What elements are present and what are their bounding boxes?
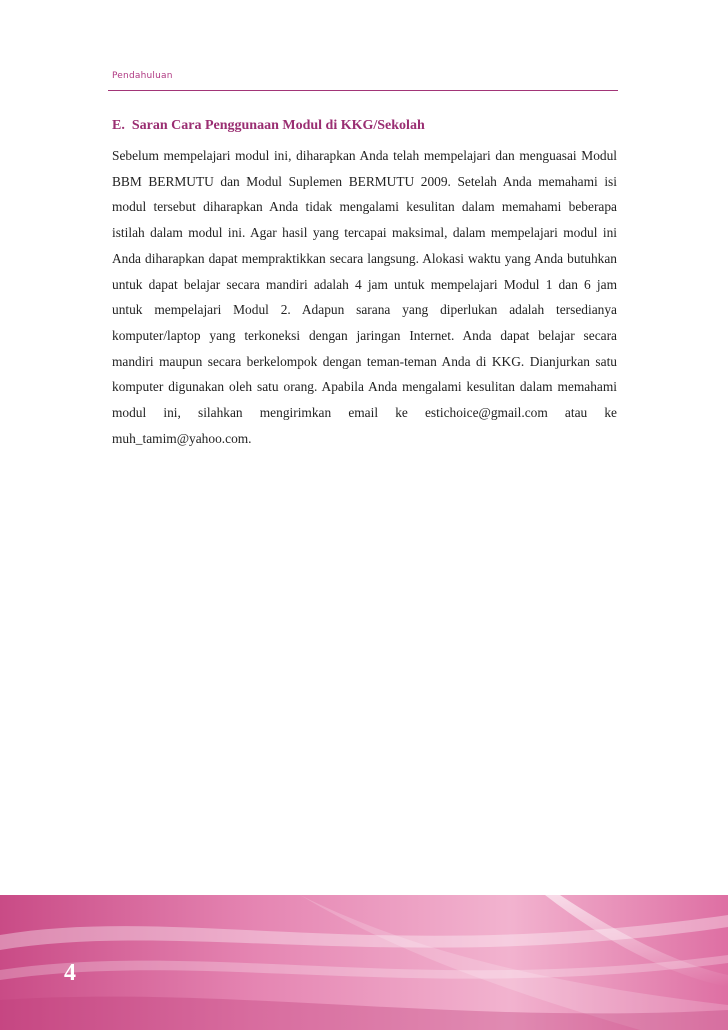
body-paragraph: Sebelum mempelajari modul ini, diharapkan Anda telah mempelajari dan menguasai Modul BBM BERMUTU dan Modul Suplemen BERMUTU 2009. Setelah Anda memahami isi modul tersebut diharapkan Anda tidak mengalami kesulitan dalam memahami beberapa istilah dalam modul ini. Agar hasil yang tercapai maksimal, dalam mempelajari modul ini Anda diharapkan dapat mempraktikkan secara langsung. Alokasi waktu yang Anda butuhkan untuk dapat belajar secara mandiri adalah 4 jam untuk mempelajari Modul 1 dan 6 jam untuk mempelajari Modul 2. Adapun sarana yang diperlukan adalah tersedianya komputer/laptop yang terkoneksi dengan jaringan Internet. Anda dapat belajar secara mandiri maupun secara berkelompok dengan teman-teman Anda di KKG. Dianjurkan satu komputer digunakan oleh satu orang. Apabila Anda mengalami kesulitan dalam memahami modul ini, silahkan mengirimkan email ke estichoice@gmail.com atau ke muh_tamim@yahoo.com. — [112, 148, 617, 446]
header-rule — [108, 90, 618, 91]
footer-decoration-band — [0, 895, 728, 1030]
footer-wave-graphic — [0, 895, 728, 1030]
page-number: 4 — [64, 960, 76, 986]
running-header: Pendahuluan — [112, 71, 173, 81]
section-heading — [112, 118, 425, 134]
section-title-text: Saran Cara Penggunaan Modul di KKG/Sekolah — [131, 118, 425, 133]
section-letter: E. — [112, 118, 125, 133]
